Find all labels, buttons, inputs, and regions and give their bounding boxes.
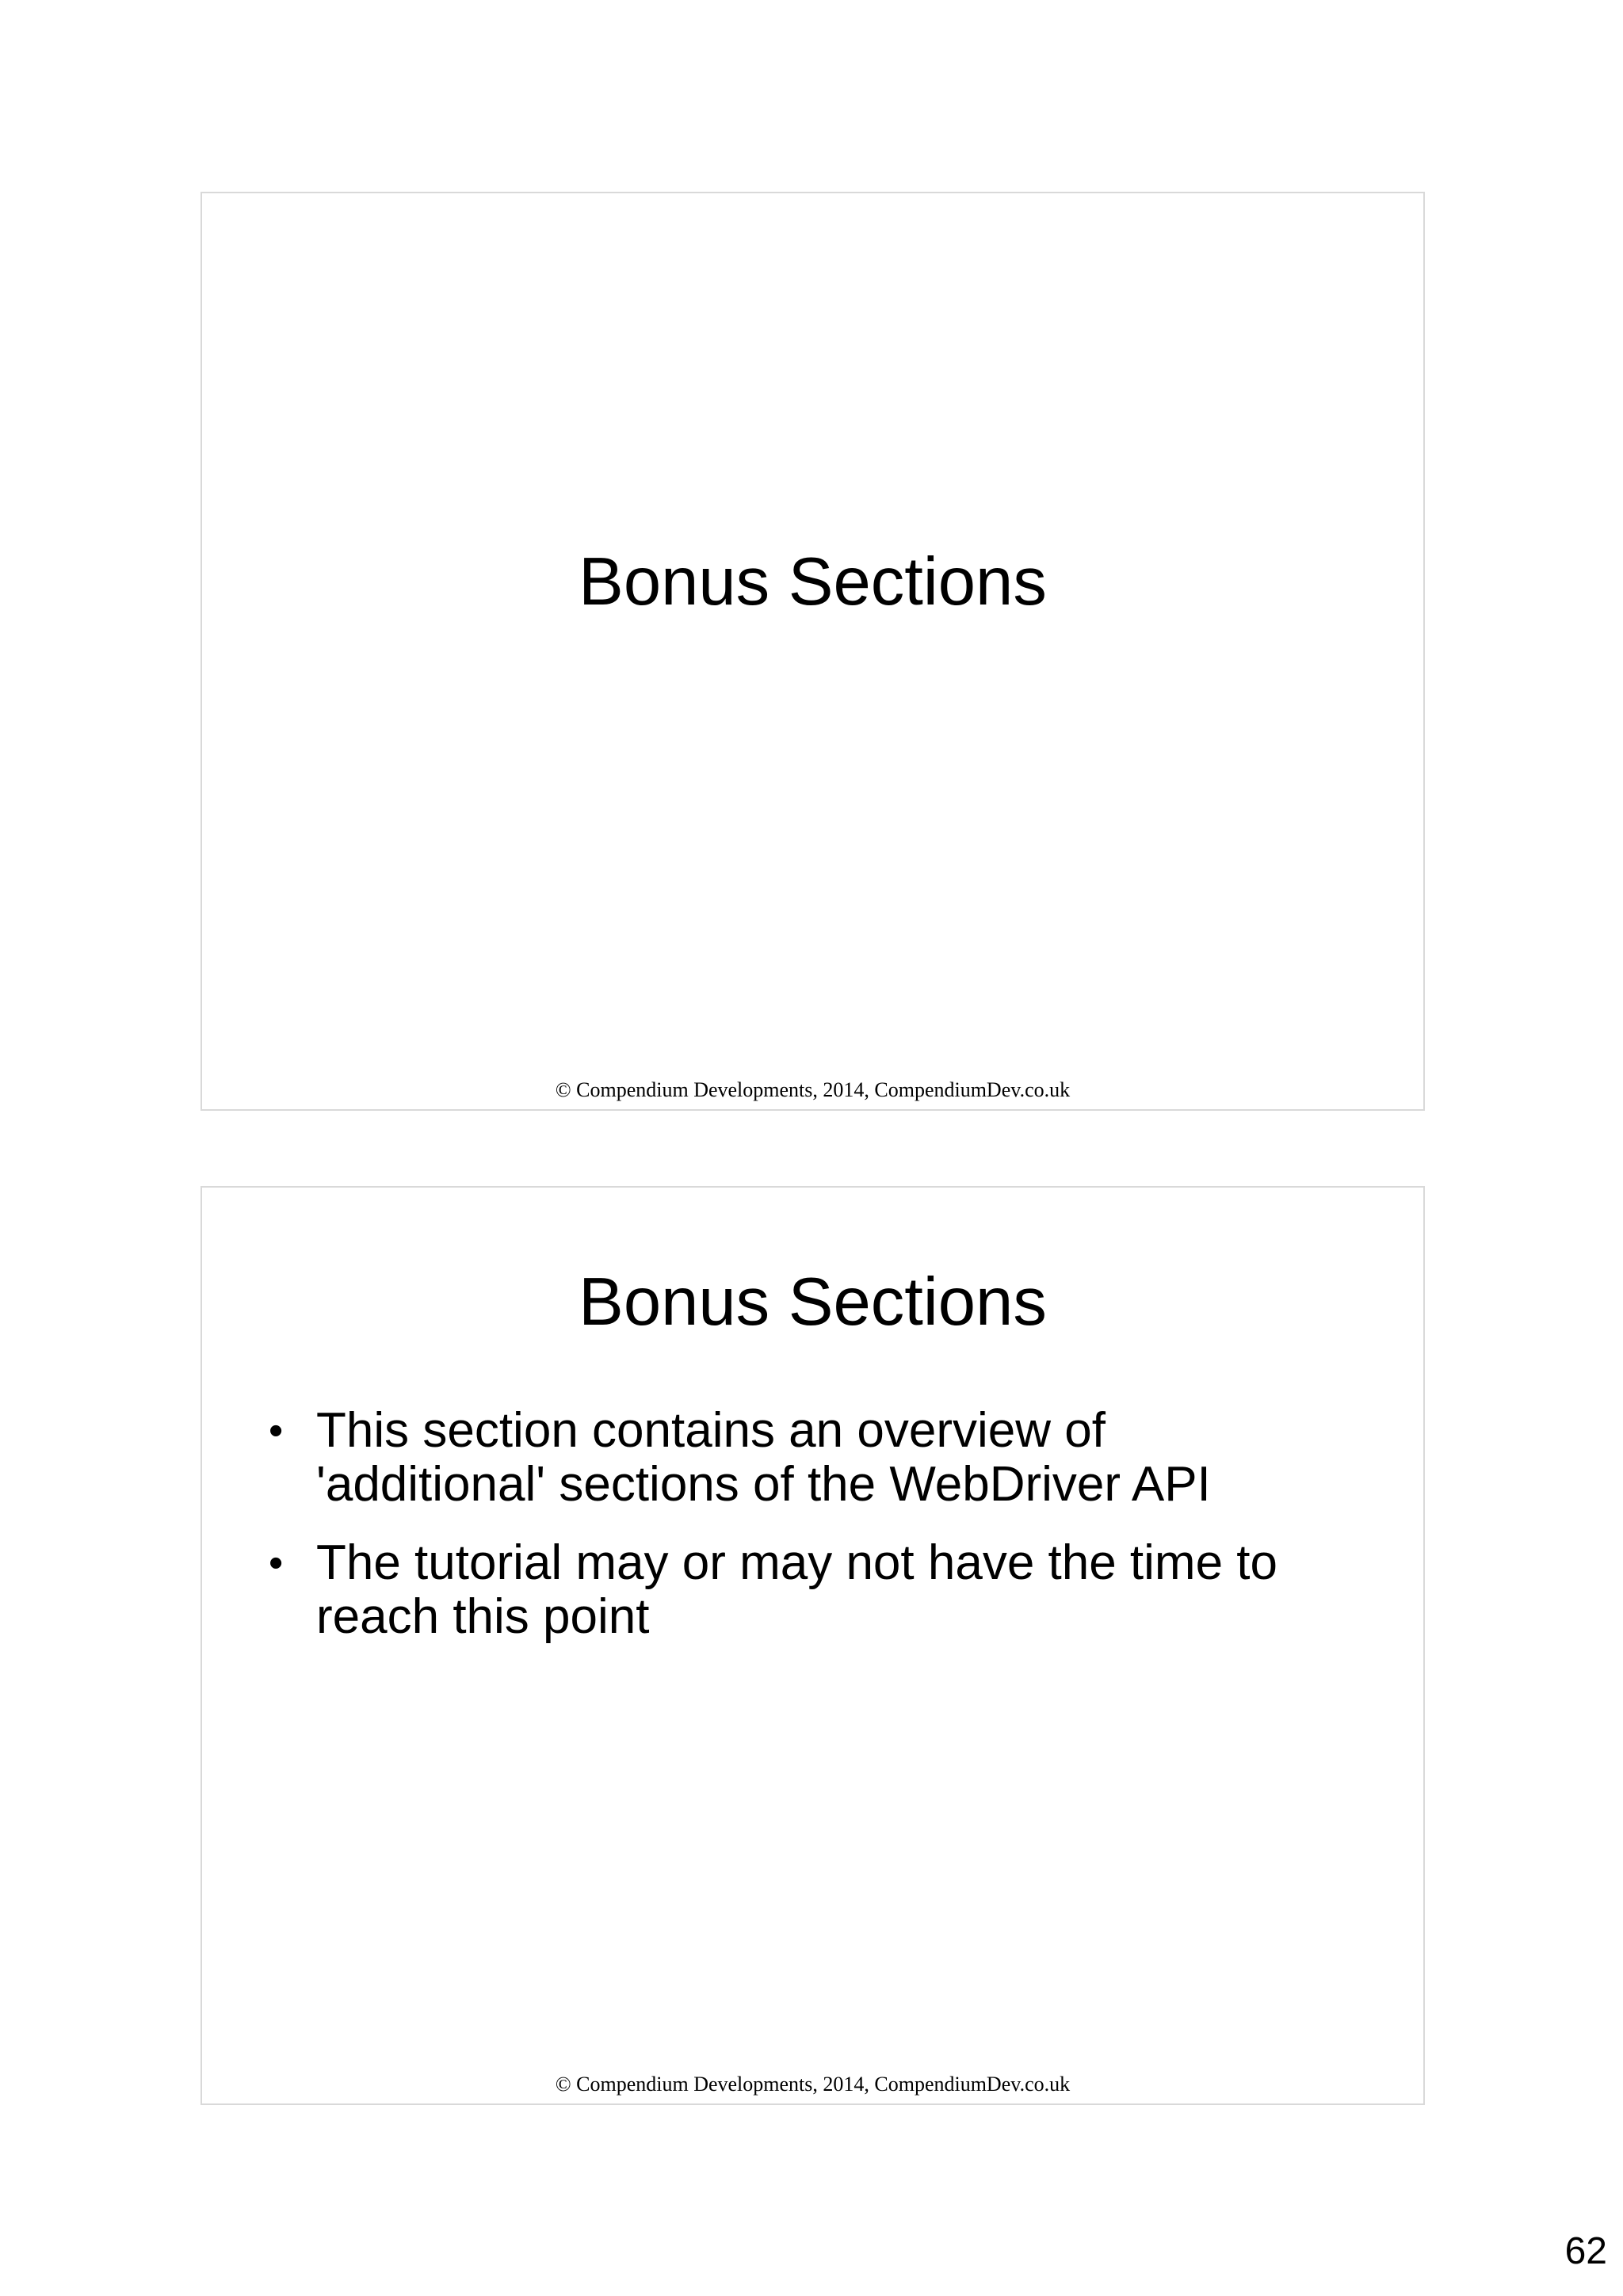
slide-footer: © Compendium Developments, 2014, CompendiumDev.co.uk (555, 2073, 1071, 2096)
bullet-line: This section contains an overview of (316, 1403, 1106, 1458)
slide-1 (200, 192, 1425, 1111)
bullet-item (269, 1404, 1362, 1512)
slide-title: Bonus Sections (579, 1264, 1047, 1340)
page-number: 62 (1564, 2230, 1607, 2272)
bullet-icon: • (269, 1540, 284, 1586)
bullet-icon: • (269, 1408, 284, 1454)
bullet-line: 'additional' sections of the WebDriver API (316, 1457, 1211, 1512)
bullet-line: reach this point (316, 1589, 650, 1644)
bullet-line: The tutorial may or may not have the time to (316, 1535, 1277, 1590)
slide-footer: © Compendium Developments, 2014, CompendiumDev.co.uk (555, 1078, 1071, 1101)
slide-title: Bonus Sections (579, 544, 1047, 620)
bullet-list (269, 1404, 1362, 1669)
slide-2 (200, 1186, 1425, 2105)
bullet-item (269, 1536, 1362, 1644)
